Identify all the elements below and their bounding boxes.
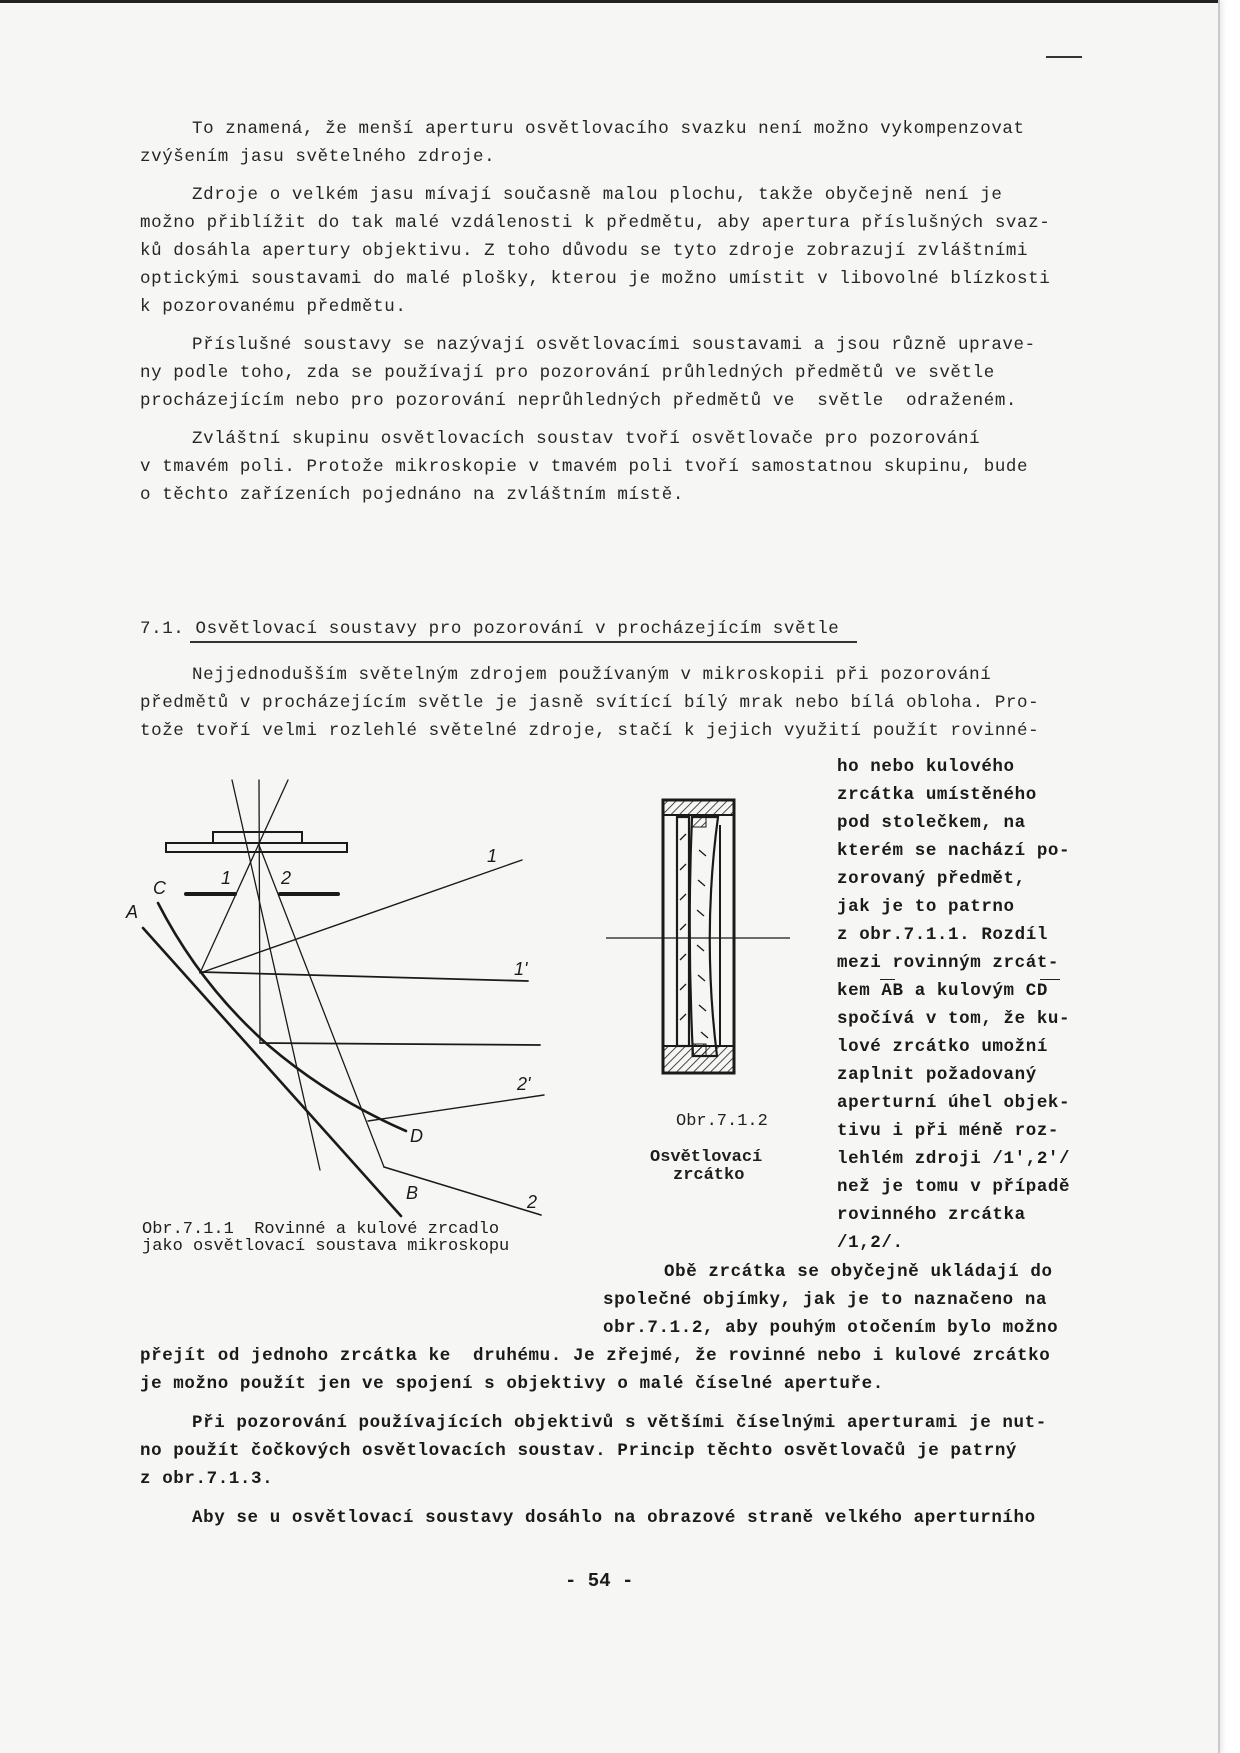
text-line: procházejícím nebo pro pozorování neprůhledných předmětů ve světle odraženém. bbox=[140, 391, 1018, 411]
label-ray-1-in: 1 bbox=[221, 868, 232, 888]
text-line: společné objímky, jak je to naznačeno na bbox=[603, 1290, 1048, 1310]
label-ray-2-prime: 2' bbox=[517, 1074, 531, 1094]
text-line: kem AB a kulovým CD bbox=[837, 981, 1048, 1001]
text-line: k pozorovanému předmětu. bbox=[140, 297, 407, 317]
figure-number: Obr.7.1.2 bbox=[676, 1112, 768, 1131]
label-b: B bbox=[406, 1183, 419, 1203]
section-heading: 7.1. Osvětlovací soustavy pro pozorování v procházejícím světle bbox=[140, 619, 840, 639]
text-line: zorovaný předmět, bbox=[837, 869, 1026, 889]
figure-title-line: zrcátko bbox=[673, 1166, 745, 1185]
label-ray-2-in: 2 bbox=[281, 868, 292, 888]
text-line: Příslušné soustavy se nazývají osvětlovacími soustavami a jsou různě uprave- bbox=[192, 335, 1036, 355]
label-ray-1-out: 1 bbox=[487, 846, 498, 866]
text-line: v tmavém poli. Protože mikroskopie v tmavém poli tvoří samostatnou skupinu, bude bbox=[140, 457, 1029, 477]
label-a: A bbox=[126, 902, 139, 922]
text-line: z obr.7.1.1. Rozdíl bbox=[837, 925, 1048, 945]
text-line: zaplnit požadovaný bbox=[837, 1065, 1037, 1085]
text-line: Obě zrcátka se obyčejně ukládají do bbox=[664, 1262, 1053, 1282]
text-line: o těchto zařízeních pojednáno na zvláštním místě. bbox=[140, 485, 684, 505]
text-line: no použít čočkových osvětlovacích soustav. Princip těchto osvětlovačů je patrný bbox=[140, 1441, 1018, 1461]
text-line: zrcátka umístěného bbox=[837, 785, 1037, 805]
text-line: obr.7.1.2, aby pouhým otočením bylo možno bbox=[603, 1318, 1059, 1338]
text-line: Nejjednodušším světelným zdrojem používaným v mikroskopii při pozorování bbox=[192, 665, 992, 685]
text-line: lehlém zdroji /1',2'/ bbox=[837, 1149, 1071, 1169]
figure-title-line: Osvětlovací bbox=[650, 1148, 763, 1167]
text-line: než je tomu v případě bbox=[837, 1177, 1071, 1197]
text-line: lové zrcátko umožní bbox=[837, 1037, 1048, 1057]
text-line: mezi rovinným zrcát- bbox=[837, 953, 1060, 973]
text-line: z obr.7.1.3. bbox=[140, 1469, 274, 1489]
label-ray-1-prime: 1' bbox=[514, 959, 528, 979]
text-line: ny podle toho, zda se používají pro pozorování průhledných předmětů ve světle bbox=[140, 363, 995, 383]
text-line: tože tvoří velmi rozlehlé světelné zdroje, stačí k jejich využití použít rovinné- bbox=[140, 721, 1040, 741]
text-line: rovinného zrcátka bbox=[837, 1205, 1026, 1225]
text-line: spočívá v tom, že ku- bbox=[837, 1009, 1071, 1029]
text-line: zvýšením jasu světelného zdroje. bbox=[140, 147, 496, 167]
text-line: Zvláštní skupinu osvětlovacích soustav tvoří osvětlovače pro pozorování bbox=[192, 429, 981, 449]
text-line: možno přiblížit do tak malé vzdálenosti k předmětu, aby apertura příslušných svaz- bbox=[140, 213, 1051, 233]
caption-line: Obr.7.1.1 Rovinné a kulové zrcadlo bbox=[142, 1220, 500, 1239]
page-number: - 54 - bbox=[565, 1570, 634, 1592]
label-c: C bbox=[153, 878, 166, 898]
text-line: ků dosáhla apertury objektivu. Z toho důvodu se tyto zdroje zobrazují zvláštními bbox=[140, 241, 1029, 261]
label-ray-2-out: 2 bbox=[527, 1192, 538, 1212]
text-line: ho nebo kulového bbox=[837, 757, 1015, 777]
caption-line: jako osvětlovací soustava mikroskopu bbox=[142, 1237, 510, 1256]
label-d: D bbox=[410, 1126, 423, 1146]
text-line: /1,2/. bbox=[837, 1233, 904, 1253]
text-line: optickými soustavami do malé plošky, kterou je možno umístit v libovolné blízkosti bbox=[140, 269, 1051, 289]
text-line: aperturní úhel objek- bbox=[837, 1093, 1071, 1113]
text-line: kterém se nachází po- bbox=[837, 841, 1071, 861]
text-line: pod stolečkem, na bbox=[837, 813, 1026, 833]
text-line: předmětů v procházejícím světle je jasně svítící bílý mrak nebo bílá obloha. Pro- bbox=[140, 693, 1040, 713]
text-line: je možno použít jen ve spojení s objektivy o malé číselné apertuře. bbox=[140, 1374, 884, 1394]
text-line: Zdroje o velkém jasu mívají současně malou plochu, takže obyčejně není je bbox=[192, 185, 1003, 205]
text-line: Aby se u osvětlovací soustavy dosáhlo na obrazové straně velkého aperturního bbox=[192, 1508, 1036, 1528]
text-line: jak je to patrno bbox=[837, 897, 1015, 917]
text-line: tivu i při méně roz- bbox=[837, 1121, 1060, 1141]
text-line: přejít od jednoho zrcátka ke druhému. Je zřejmé, že rovinné nebo i kulové zrcátko bbox=[140, 1346, 1051, 1366]
text-line: Při pozorování používajících objektivů s většími číselnými aperturami je nut- bbox=[192, 1413, 1047, 1433]
text-line: To znamená, že menší aperturu osvětlovacího svazku není možno vykompenzovat bbox=[192, 119, 1025, 139]
